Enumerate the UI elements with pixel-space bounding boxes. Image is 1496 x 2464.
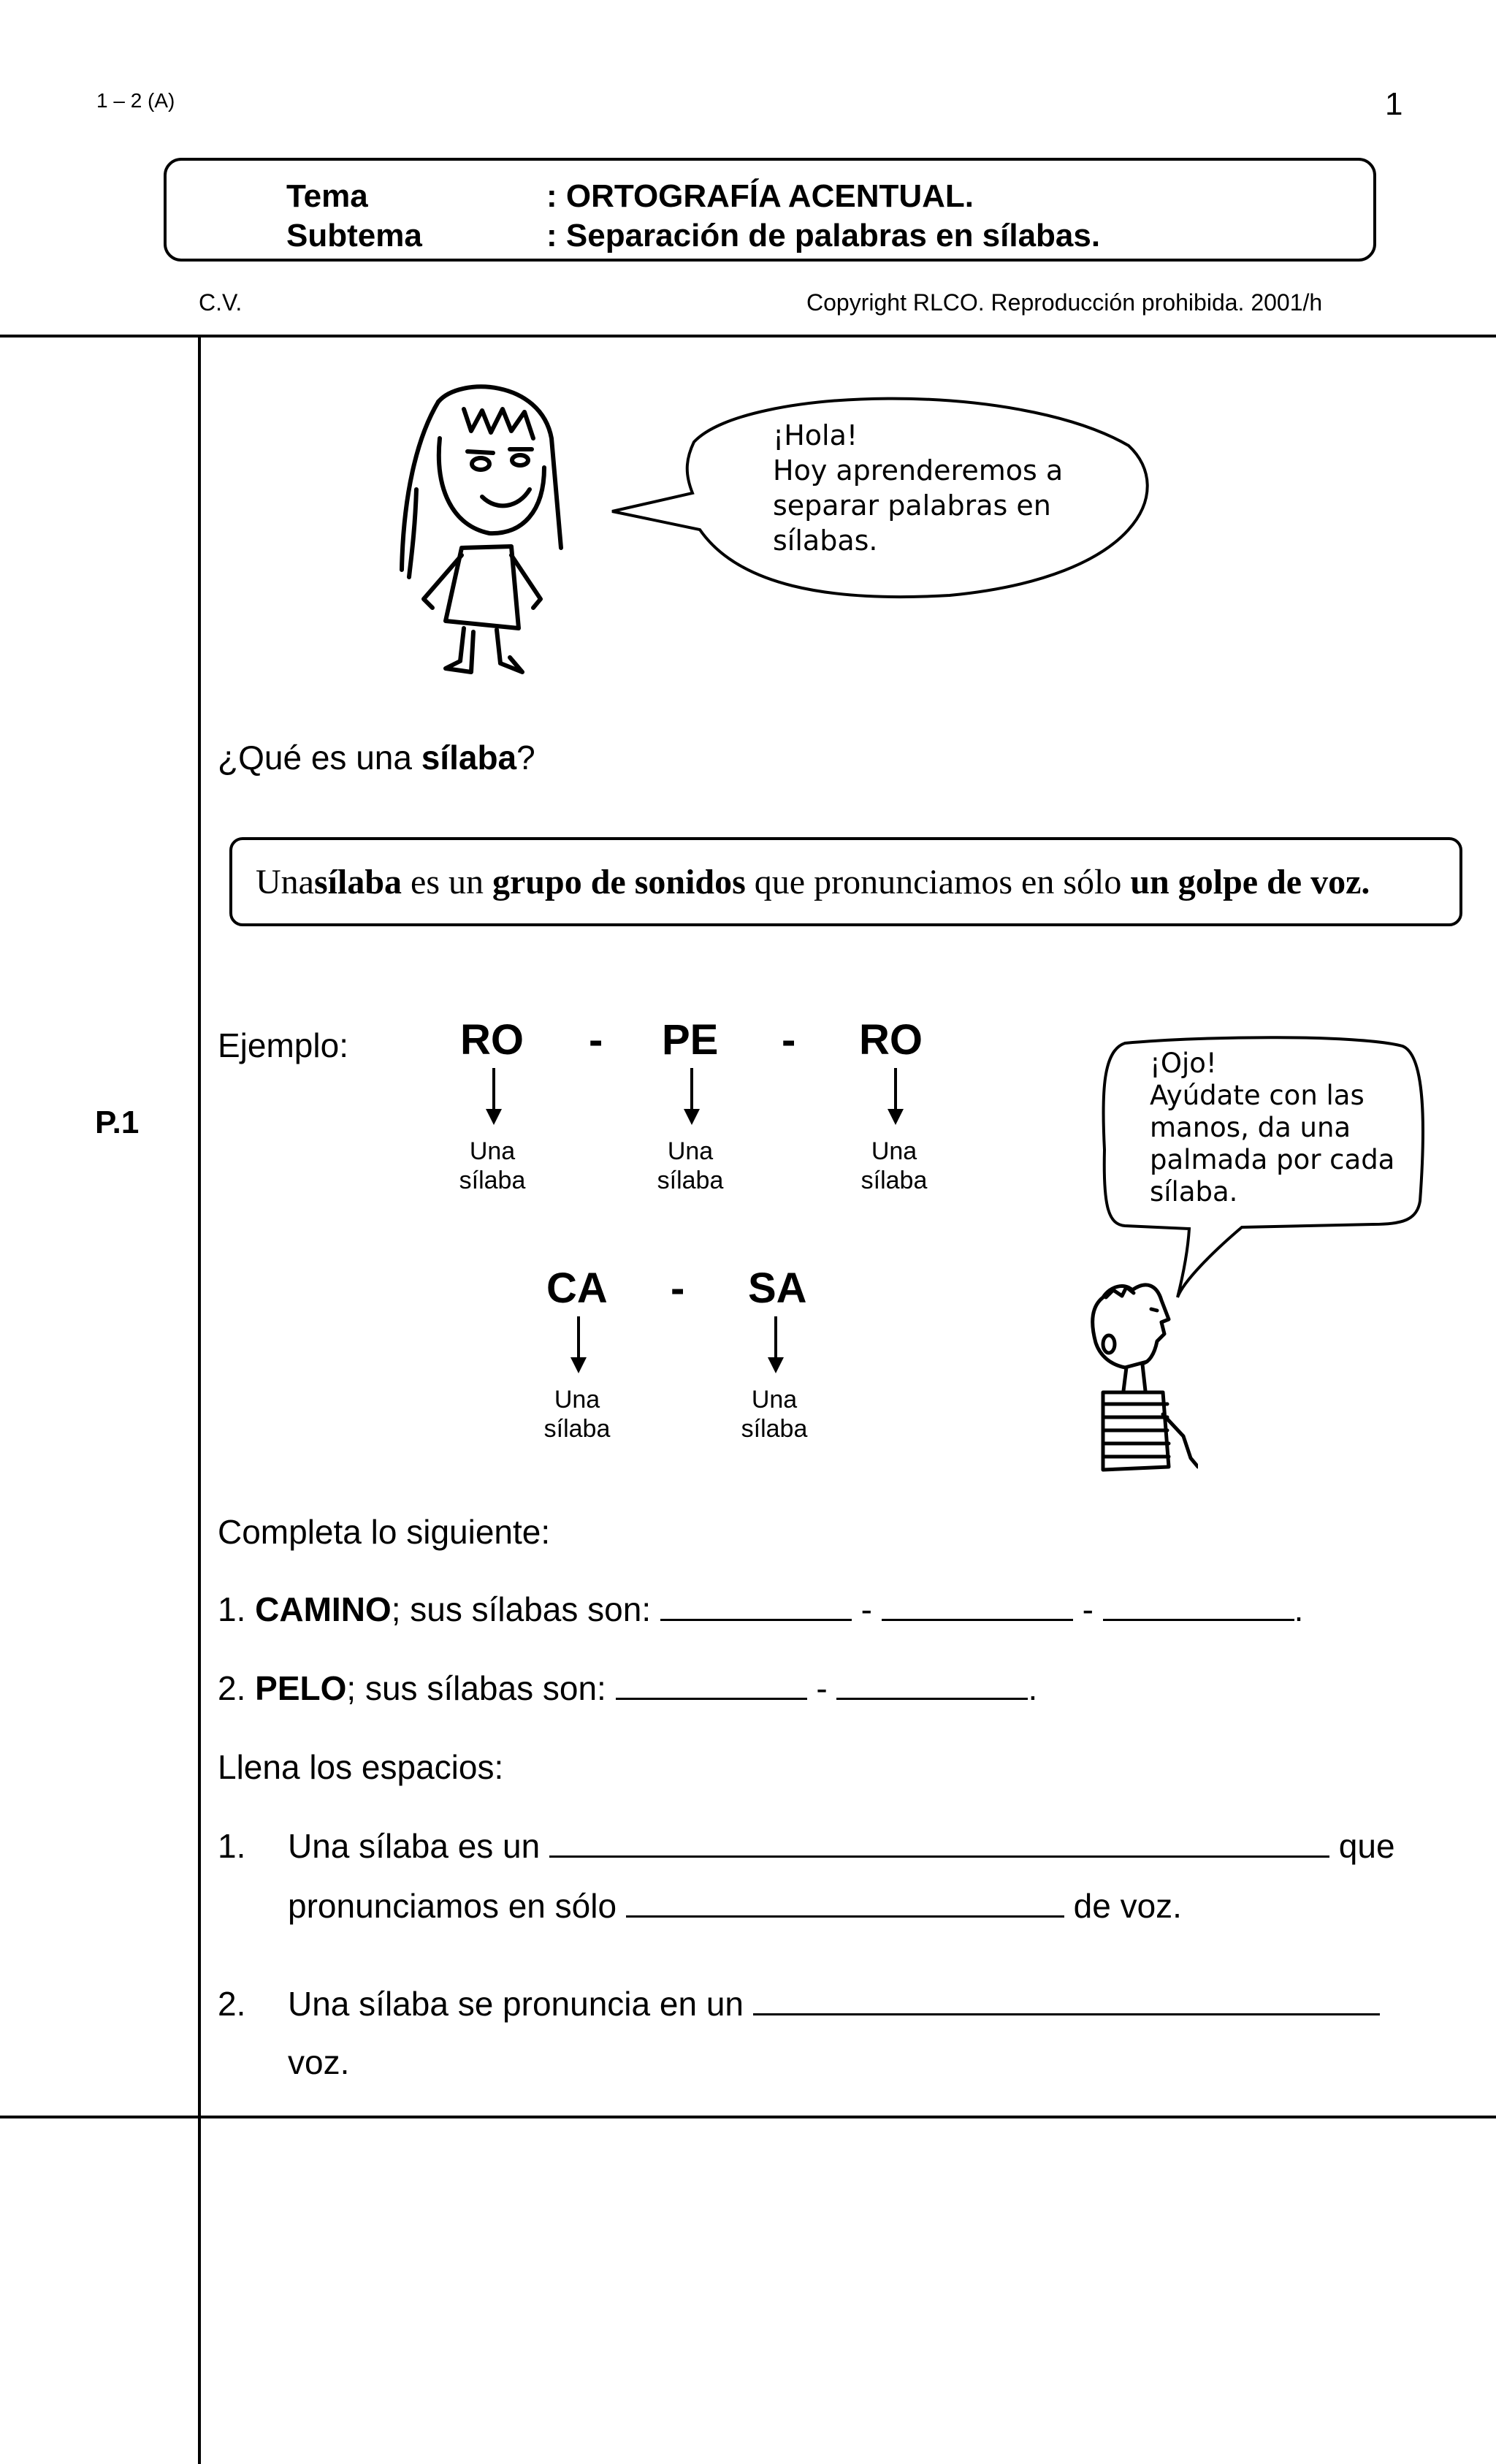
caption-line: sílaba [543, 1415, 611, 1443]
boy-illustration [1081, 1275, 1198, 1480]
girl-bubble-line: sílabas. [773, 525, 878, 557]
item-number: 2. [218, 1669, 246, 1707]
period: . [1028, 1669, 1038, 1707]
caption-line: sílaba [860, 1167, 928, 1194]
item-text: ; sus sílabas son: [346, 1669, 606, 1707]
question-heading [218, 738, 535, 777]
complete-item-1 [218, 1590, 1303, 1629]
definition-text: es un [402, 862, 492, 901]
answer-blank[interactable] [549, 1831, 1329, 1858]
definition-text: que pronunciamos en sólo [745, 862, 1131, 901]
separator: - [1082, 1590, 1094, 1628]
separator: - [816, 1669, 828, 1707]
arrow-down-icon [486, 1109, 502, 1125]
page-id: 1 – 2 (A) [96, 89, 175, 112]
subtema-value: : Separación de palabras en sílabas. [546, 218, 1101, 253]
arrow-down-icon [888, 1109, 904, 1125]
fill-text: Una sílaba se pronuncia en un [288, 1985, 744, 2023]
item-text: ; sus sílabas son: [391, 1590, 652, 1628]
caption-line: sílaba [657, 1167, 724, 1194]
bottom-divider [0, 2116, 1496, 2118]
caption-line: sílaba [741, 1415, 808, 1443]
boy-bubble-line: Ayúdate con las [1150, 1080, 1365, 1111]
definition-bold: grupo de sonidos [492, 862, 746, 901]
tema-label: Tema [286, 178, 368, 214]
syllable-caption [617, 1137, 763, 1195]
subtema-label: Subtema [286, 218, 422, 253]
cv-label: C.V. [199, 289, 243, 316]
syllable-sa: SA [748, 1265, 807, 1312]
page-number: 1 [1385, 86, 1403, 122]
top-divider [0, 335, 1496, 337]
complete-item-2 [218, 1668, 1037, 1708]
boy-bubble-line: palmada por cada [1150, 1144, 1395, 1175]
caption-line: Una [751, 1386, 798, 1414]
copyright-note: Copyright RLCO. Reproducción prohibida. 2001/h [806, 289, 1323, 316]
girl-illustration [394, 380, 570, 687]
example-label: Ejemplo: [218, 1026, 348, 1064]
syllable-ro-2: RO [859, 1016, 923, 1064]
syllable-dash: - [671, 1265, 685, 1312]
fill-item-number: 1. [218, 1827, 246, 1865]
answer-blank[interactable] [616, 1673, 807, 1700]
answer-blank[interactable] [660, 1594, 852, 1621]
boy-bubble-line: manos, da una [1150, 1112, 1351, 1143]
caption-line: sílaba [459, 1167, 526, 1194]
tema-value: : ORTOGRAFÍA ACENTUAL. [546, 178, 974, 214]
fill-item-1-line-2 [288, 1886, 1182, 1926]
fill-text: pronunciamos en sólo [288, 1887, 617, 1925]
arrow-line [894, 1068, 897, 1110]
answer-blank[interactable] [836, 1673, 1028, 1700]
fill-heading: Llena los espacios: [218, 1748, 504, 1786]
arrow-line [690, 1068, 693, 1110]
girl-bubble-line: Hoy aprenderemos a [773, 454, 1064, 487]
fill-item-1-line-1 [288, 1826, 1395, 1866]
fill-text: de voz. [1073, 1887, 1182, 1925]
definition-bold: un golpe de voz. [1130, 862, 1370, 901]
syllable-caption [419, 1137, 565, 1195]
boy-bubble-line: ¡Ojo! [1150, 1048, 1217, 1079]
syllable-ro-1: RO [460, 1016, 524, 1064]
arrow-line [577, 1316, 580, 1359]
margin-divider [198, 335, 201, 2464]
caption-line: Una [667, 1137, 714, 1165]
question-suffix: ? [516, 739, 535, 777]
arrow-down-icon [684, 1109, 700, 1125]
question-bold: sílaba [421, 739, 517, 777]
arrow-line [492, 1068, 495, 1110]
section-label: P.1 [95, 1105, 140, 1140]
boy-bubble-line: sílaba. [1150, 1176, 1238, 1208]
caption-line: Una [554, 1386, 600, 1414]
definition-box [229, 837, 1462, 926]
girl-bubble-line: ¡Hola! [773, 419, 858, 451]
caption-line: Una [871, 1137, 917, 1165]
answer-blank[interactable] [1103, 1594, 1294, 1621]
separator: - [860, 1590, 872, 1628]
syllable-dash: - [589, 1016, 603, 1064]
question-prefix: ¿Qué es una [218, 739, 421, 777]
syllable-dash: - [782, 1016, 796, 1064]
period: . [1294, 1590, 1304, 1628]
girl-bubble-line: separar palabras en [773, 489, 1051, 522]
arrow-line [774, 1316, 777, 1359]
syllable-caption [821, 1137, 967, 1195]
fill-item-2-line-2: voz. [288, 2043, 350, 2081]
arrow-down-icon [768, 1357, 784, 1373]
syllable-caption [504, 1385, 650, 1443]
syllable-caption [701, 1385, 847, 1443]
fill-item-number: 2. [218, 1985, 246, 2023]
answer-blank[interactable] [882, 1594, 1073, 1621]
caption-line: Una [469, 1137, 516, 1165]
answer-blank[interactable] [753, 1988, 1380, 2015]
syllable-pe: PE [662, 1016, 719, 1064]
fill-text: que [1338, 1827, 1395, 1865]
definition-text: Una [256, 862, 314, 901]
definition-bold: sílaba [313, 862, 402, 901]
answer-blank[interactable] [626, 1891, 1064, 1918]
fill-item-2-line-1 [288, 1984, 1380, 2024]
item-word: CAMINO [255, 1590, 392, 1628]
item-word: PELO [255, 1669, 347, 1707]
fill-text: Una sílaba es un [288, 1827, 541, 1865]
boy-bubble-text [1150, 1048, 1394, 1208]
girl-bubble-text [773, 418, 1063, 558]
complete-heading: Completa lo siguiente: [218, 1513, 551, 1551]
item-number: 1. [218, 1590, 246, 1628]
arrow-down-icon [570, 1357, 587, 1373]
syllable-ca: CA [546, 1265, 608, 1312]
